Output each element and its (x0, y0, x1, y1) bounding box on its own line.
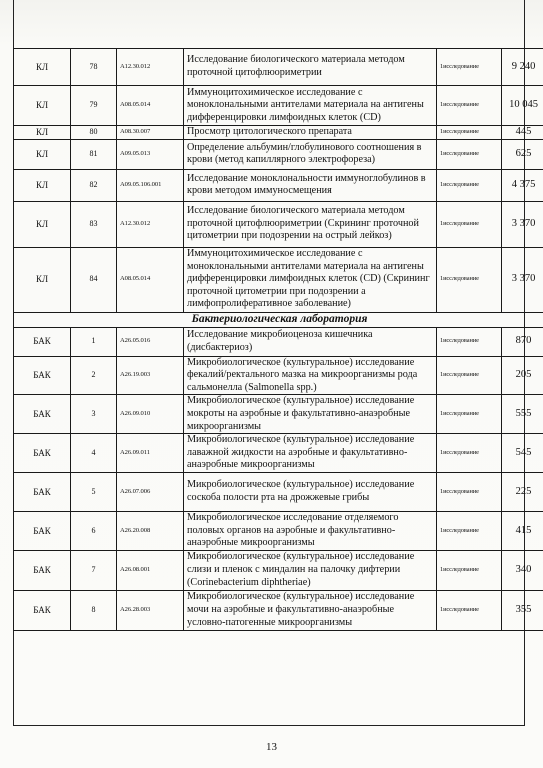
price-cell: 555 (502, 395, 543, 434)
table-body-bak (14, 327, 543, 630)
unit-cell: 1исследование (437, 201, 502, 247)
table-body-section (14, 312, 543, 327)
service-code-cell: A09.05.106.001 (117, 169, 184, 201)
table-row (14, 126, 543, 140)
price-cell: 445 (502, 126, 543, 140)
dept-cell: КЛ (14, 126, 71, 140)
table-row (14, 247, 543, 312)
dept-cell: КЛ (14, 86, 71, 126)
table-row (14, 356, 543, 395)
service-name-cell: Микробиологическое (культуральное) исследование мочи на аэробные и факультативно-анаэробные условно-патогенные микроорганизмы (184, 590, 437, 630)
price-cell: 340 (502, 550, 543, 590)
price-cell: 355 (502, 590, 543, 630)
dept-cell: БАК (14, 472, 71, 511)
table-row (14, 169, 543, 201)
price-cell: 205 (502, 356, 543, 395)
number-cell: 3 (71, 395, 117, 434)
section-header-row (14, 312, 543, 327)
service-code-cell: A26.08.001 (117, 550, 184, 590)
service-code-cell: A12.30.012 (117, 201, 184, 247)
table-row (14, 86, 543, 126)
table-row (14, 139, 543, 169)
table-body-kl (14, 49, 543, 313)
dept-cell: БАК (14, 434, 71, 473)
number-cell: 84 (71, 247, 117, 312)
service-code-cell: A26.19.003 (117, 356, 184, 395)
unit-cell: 1исследование (437, 126, 502, 140)
number-cell: 78 (71, 49, 117, 86)
price-cell: 225 (502, 472, 543, 511)
number-cell: 83 (71, 201, 117, 247)
dept-cell: БАК (14, 327, 71, 356)
unit-cell: 1исследование (437, 49, 502, 86)
service-name-cell: Микробиологическое (культуральное) исследование лаважной жидкости на аэробные и факультативно-анаэробные микроорганизмы (184, 434, 437, 473)
service-name-cell: Исследование биологического материала методом проточной цитофлюориметрии (Скрининг проточной цитометрии при подозрении на острый лейкоз) (184, 201, 437, 247)
number-cell: 8 (71, 590, 117, 630)
service-name-cell: Исследование моноклональности иммуноглобулинов в крови методом иммуносмещения (184, 169, 437, 201)
dept-cell: БАК (14, 511, 71, 550)
page-number: 13 (266, 741, 277, 753)
table-row (14, 327, 543, 356)
service-name-cell: Микробиологическое (культуральное) исследование мокроты на аэробные и факультативно-анаэробные микроорганизмы (184, 395, 437, 434)
service-name-cell: Исследование микробиоценоза кишечника (дисбактериоз) (184, 327, 437, 356)
service-code-cell: A08.05.014 (117, 86, 184, 126)
unit-cell: 1исследование (437, 327, 502, 356)
table-row (14, 434, 543, 473)
dept-cell: БАК (14, 395, 71, 434)
price-cell: 415 (502, 511, 543, 550)
price-table (13, 48, 543, 631)
dept-cell: КЛ (14, 169, 71, 201)
service-code-cell: A09.05.013 (117, 139, 184, 169)
price-cell: 545 (502, 434, 543, 473)
number-cell: 2 (71, 356, 117, 395)
unit-cell: 1исследование (437, 395, 502, 434)
price-cell: 870 (502, 327, 543, 356)
dept-cell: БАК (14, 356, 71, 395)
unit-cell: 1исследование (437, 169, 502, 201)
service-code-cell: A26.28.003 (117, 590, 184, 630)
price-cell: 3 370 (502, 247, 543, 312)
unit-cell: 1исследование (437, 511, 502, 550)
service-name-cell: Просмотр цитологического препарата (184, 126, 437, 140)
table-row (14, 590, 543, 630)
price-cell: 4 375 (502, 169, 543, 201)
dept-cell: БАК (14, 590, 71, 630)
price-cell: 10 045 (502, 86, 543, 126)
service-name-cell: Микробиологическое исследование отделяемого половых органов на аэробные и факультативно-анаэробные микроорганизмы (184, 511, 437, 550)
price-cell: 3 370 (502, 201, 543, 247)
dept-cell: КЛ (14, 49, 71, 86)
service-name-cell: Иммуноцитохимическое исследование с моноклональными антителами материала на антигены дифференцировки лимфоидных клеток (CD) (184, 86, 437, 126)
unit-cell: 1исследование (437, 356, 502, 395)
dept-cell: КЛ (14, 139, 71, 169)
number-cell: 5 (71, 472, 117, 511)
table-row (14, 472, 543, 511)
number-cell: 80 (71, 126, 117, 140)
number-cell: 6 (71, 511, 117, 550)
price-cell: 625 (502, 139, 543, 169)
service-code-cell: A26.09.010 (117, 395, 184, 434)
table-row (14, 49, 543, 86)
service-code-cell: A08.05.014 (117, 247, 184, 312)
number-cell: 4 (71, 434, 117, 473)
service-name-cell: Микробиологическое (культуральное) исследование фекалий/ректального мазка на микроорганизмы рода сальмонелла (Salmonella spp.) (184, 356, 437, 395)
table-row (14, 395, 543, 434)
service-code-cell: A26.09.011 (117, 434, 184, 473)
unit-cell: 1исследование (437, 139, 502, 169)
service-code-cell: A26.20.008 (117, 511, 184, 550)
unit-cell: 1исследование (437, 590, 502, 630)
number-cell: 7 (71, 550, 117, 590)
unit-cell: 1исследование (437, 434, 502, 473)
service-code-cell: A26.05.016 (117, 327, 184, 356)
service-code-cell: A12.30.012 (117, 49, 184, 86)
service-code-cell: A26.07.006 (117, 472, 184, 511)
price-cell: 9 240 (502, 49, 543, 86)
service-name-cell: Иммуноцитохимическое исследование с моноклональными антителами материала на антигены дифференцировки лимфоидных клеток (CD) (Скрининг проточной цитометрии при подозрении а лимфопролиферативное заболевание) (184, 247, 437, 312)
dept-cell: БАК (14, 550, 71, 590)
number-cell: 1 (71, 327, 117, 356)
unit-cell: 1исследование (437, 472, 502, 511)
service-name-cell: Определение альбумин/глобулинового соотношения в крови (метод капиллярного электрофореза) (184, 139, 437, 169)
number-cell: 79 (71, 86, 117, 126)
unit-cell: 1исследование (437, 550, 502, 590)
table-row (14, 201, 543, 247)
section-title: Бактериологическая лаборатория (14, 312, 543, 327)
service-name-cell: Исследование биологического материала методом проточной цитофлюориметрии (184, 49, 437, 86)
dept-cell: КЛ (14, 201, 71, 247)
unit-cell: 1исследование (437, 86, 502, 126)
unit-cell: 1исследование (437, 247, 502, 312)
number-cell: 82 (71, 169, 117, 201)
number-cell: 81 (71, 139, 117, 169)
table-row (14, 511, 543, 550)
service-name-cell: Микробиологическое (культуральное) исследование слизи и пленок с миндалин на палочку дифтерии (Corinebacterium diphtheriae) (184, 550, 437, 590)
dept-cell: КЛ (14, 247, 71, 312)
service-name-cell: Микробиологическое (культуральное) исследование соскоба полости рта на дрожжевые грибы (184, 472, 437, 511)
table-row (14, 550, 543, 590)
service-code-cell: A08.30.007 (117, 126, 184, 140)
